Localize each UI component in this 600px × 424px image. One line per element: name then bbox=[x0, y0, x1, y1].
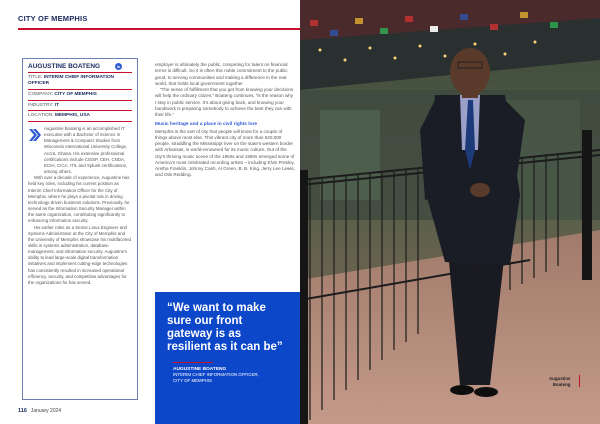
caption-line: Augustine bbox=[549, 376, 571, 381]
company-key: COMPANY: bbox=[28, 91, 53, 97]
article-paragraph: employer is ultimately the public, competing for talent on financial terms is difficult. So it is often this noble commitment to the public good, to serving communities and making a difference in the real world, that holds local government together. bbox=[155, 62, 288, 86]
quote-attribution-org: CITY OF MEMPHIS bbox=[173, 377, 212, 383]
location-value: MEMPHIS, USA bbox=[54, 113, 91, 119]
article-paragraph: “The sense of fulfillment that you get from knowing your decisions will help the ordinary citizen,” Boateng continues, “is the reason why I stay in public service. It’s about giving back, and knowing your handiwork is preparing somebody to achieve the best they can with their life.” bbox=[155, 87, 294, 117]
bio-paragraph: His earlier roles as a Senior Linux Engineer and Systems Administrator at the City of Memphis and the University of Memphis showcase his multifaceted skills in systems administration, database management, and information security. Augustine's ability to lead large-scale digital transformation initiatives and implement cutting-edge technologies has consistently resulted in increased operational efficiency, security, and competitive advantages for the organizations he has served. bbox=[28, 224, 131, 285]
page-number: 116 bbox=[18, 408, 27, 414]
company-value: CITY OF MEMPHIS bbox=[54, 91, 97, 97]
quote-attribution-name: AUGUSTINE BOATENG bbox=[173, 367, 227, 373]
page-folio bbox=[18, 408, 61, 414]
chevron-right-icon bbox=[28, 128, 42, 142]
photo-illustration bbox=[300, 0, 600, 424]
profile-industry-row bbox=[28, 101, 132, 112]
linkedin-icon[interactable]: in bbox=[116, 64, 121, 69]
bio-paragraph: Augustine Boateng is an accomplished IT executive with a Bachelor of Science in Management & Computer Studies from Wisconsin International University College, Accra, Ghana. His extensive professional certifications include CISSP, CEH, CNDA, ECIH, CICA, ITIL and Splunk certifications, among others. bbox=[44, 126, 128, 175]
quote-attribution-title: INTERIM CHIEF INFORMATION OFFICER, bbox=[173, 372, 259, 378]
caption-accent bbox=[579, 375, 580, 387]
pull-quote bbox=[155, 292, 300, 424]
caption-line: Boateng bbox=[552, 381, 571, 387]
header-divider bbox=[18, 28, 300, 30]
profile-bio bbox=[28, 126, 132, 286]
location-key: LOCATION: bbox=[28, 113, 54, 119]
profile-name: AUGUSTINE BOATENG bbox=[28, 63, 101, 70]
issue-date: January 2024 bbox=[30, 408, 62, 414]
section-title: CITY OF MEMPHIS bbox=[18, 14, 88, 23]
article-column bbox=[155, 62, 295, 179]
quote-divider bbox=[173, 362, 213, 363]
photo-caption bbox=[549, 376, 570, 387]
profile-title-row bbox=[28, 73, 132, 90]
profile-company-row bbox=[28, 90, 132, 101]
bio-paragraph: With over a decade of experience, Augustine has held key roles, including his current position as Interim Chief Information Officer for the City of Memphis, where he plays a pivotal role in driving technology-driven business solutions. Previously, he served as the Information Security Manager within the same organization, contributing significantly to enhancing information security. bbox=[28, 175, 130, 224]
article-paragraph: Memphis is the sort of city that people will know for a couple of things above most else. This vibrant city of more than 620,000 people, straddling the Mississippi river on the state’s western border with Arkansas, is world-renowned for its music culture. Out of the city’s thriving music scene of the 1950s and 1960s emerged some of America’s most celebrated recording artists – including Elvis Presley, Aretha Franklin, Johnny Cash, Al Green, B. B. King, Jerry Lee Lewis, and Otis Redding. bbox=[155, 128, 295, 178]
quote-text: “We want to make sure our front gateway is as resilient as it can be” bbox=[167, 302, 283, 353]
profile-name-row bbox=[28, 63, 132, 73]
article-subheading: Music heritage and a place in civil rights lore bbox=[155, 122, 258, 128]
industry-key: INDUSTRY: bbox=[28, 102, 54, 108]
title-value: INTERIM CHIEF INFORMATION OFFICER bbox=[28, 75, 115, 87]
profile-card bbox=[22, 58, 138, 400]
title-key: TITLE: bbox=[28, 75, 43, 80]
portrait-photo bbox=[300, 0, 600, 424]
profile-location-row bbox=[28, 111, 132, 122]
industry-value: IT bbox=[54, 102, 60, 108]
